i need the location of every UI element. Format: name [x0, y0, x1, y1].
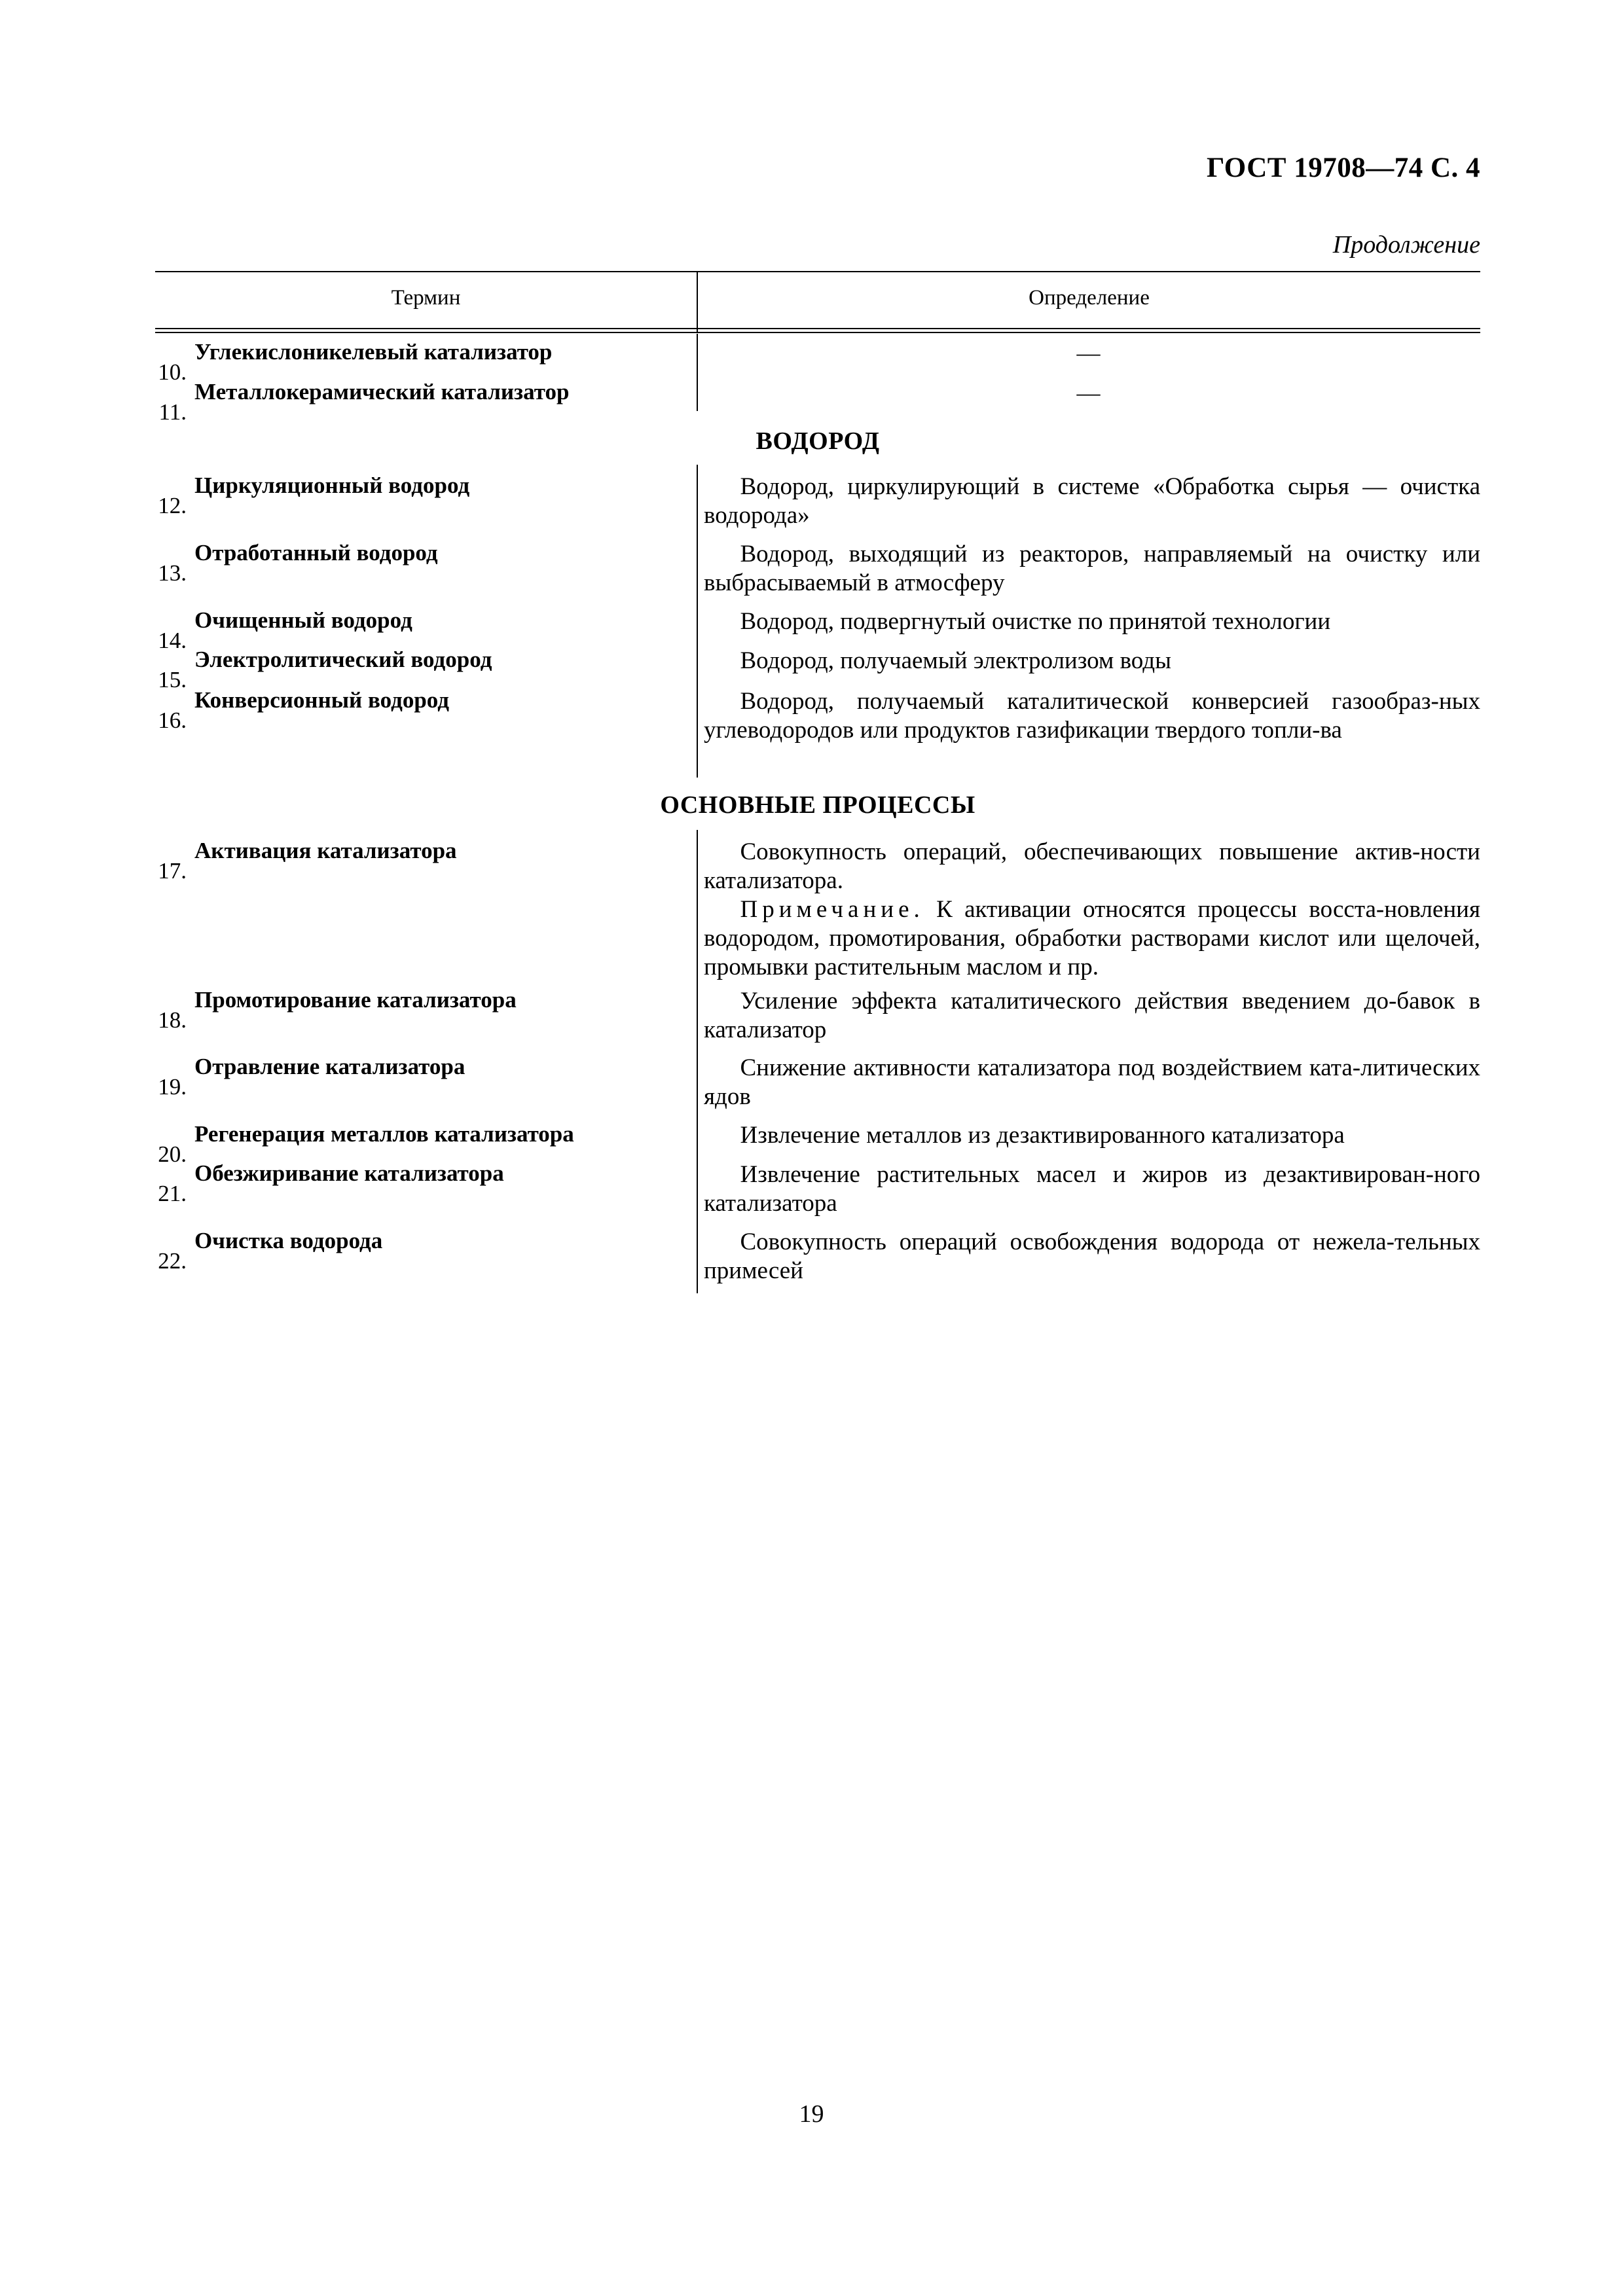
term-text: Электролитический водород [194, 647, 492, 672]
definition-text: Извлечение растительных масел и жиров из дезактивирован-ного катализатора [704, 1161, 1480, 1217]
term-text: Металлокерамический катализатор [194, 379, 570, 404]
definition-text: Снижение активности катализатора под воздействием ката-литических ядов [704, 1054, 1480, 1110]
definition-text: Водород, получаемый каталитической конверсией газообраз-ных углеводородов или продуктов газификации твердого топли-ва [704, 688, 1480, 744]
term-number: 19. [158, 1074, 187, 1100]
definition-text: Водород, получаемый электролизом воды [740, 647, 1171, 674]
definition-cell [704, 607, 1480, 636]
definition-text: Извлечение металлов из дезактивированного катализатора [740, 1122, 1345, 1149]
term-text: Активация катализатора [194, 838, 457, 863]
term-text: Очистка водорода [194, 1228, 383, 1253]
definition-text: Водород, циркулирующий в системе «Обработка сырья — очистка водорода» [704, 473, 1480, 529]
term-cell [158, 647, 492, 692]
term-cell [158, 540, 438, 586]
section-title-hydrogen: ВОДОРОД [756, 427, 880, 455]
term-text: Очищенный водород [194, 607, 412, 633]
term-text: Отработанный водород [194, 540, 438, 565]
column-divider-2 [697, 465, 698, 778]
term-cell [158, 687, 449, 733]
continuation-label: Продолжение [1332, 231, 1480, 259]
table-top-rule [155, 271, 1480, 272]
column-header-term: Термин [391, 286, 461, 310]
term-cell [158, 1160, 504, 1206]
note-label: Примечание. [740, 896, 924, 923]
term-cell [158, 1228, 383, 1274]
definition-text: Совокупность операций, обеспечивающих повышение актив-ности катализатора. [704, 838, 1480, 894]
term-cell [158, 1121, 574, 1167]
definition-cell [704, 647, 1480, 675]
term-number: 12. [158, 493, 187, 518]
column-divider-3 [697, 830, 698, 1293]
table-header-rule-2 [155, 332, 1480, 333]
term-text: Регенерация металлов катализатора [194, 1121, 574, 1147]
term-number: 16. [158, 708, 187, 733]
term-number: 10. [158, 359, 187, 385]
definition-cell [704, 473, 1480, 530]
term-number: 20. [158, 1141, 187, 1167]
definition-cell [704, 838, 1480, 982]
definition-cell [704, 1160, 1480, 1218]
term-number: 13. [158, 560, 187, 586]
term-text: Отравление катализатора [194, 1054, 465, 1079]
term-cell [158, 1054, 465, 1100]
definition-text: Водород, подвергнутый очистке по принятой технологии [740, 608, 1331, 635]
note-text: К активации относятся процессы восста-новления водородом, промотирования, обработки растворами кислот или щелочей, промывки растительным маслом и пр. [704, 896, 1481, 980]
definition-dash: — [1076, 340, 1101, 366]
term-number: 21. [158, 1181, 187, 1206]
definition-text: Водород, выходящий из реакторов, направляемый на очистку или выбрасываемый в атмосферу [704, 541, 1480, 596]
term-number: 17. [158, 858, 187, 884]
term-text: Конверсионный водород [194, 687, 449, 713]
definition-cell [704, 1228, 1480, 1285]
table-header-rule [155, 328, 1480, 329]
term-number: 22. [158, 1248, 187, 1274]
definition-text: Совокупность операций освобождения водорода от нежела-тельных примесей [704, 1229, 1480, 1284]
definition-cell [704, 540, 1480, 598]
section-title-processes: ОСНОВНЫЕ ПРОЦЕССЫ [660, 791, 976, 819]
term-text: Промотирование катализатора [194, 987, 517, 1013]
definition-note [704, 895, 1480, 982]
term-number: 11. [158, 399, 187, 425]
term-number: 18. [158, 1007, 187, 1033]
document-header: ГОСТ 19708—74 С. 4 [1206, 152, 1480, 183]
definition-cell [704, 687, 1480, 745]
term-text: Углекислоникелевый катализатор [194, 339, 553, 365]
term-cell [158, 473, 470, 518]
term-text: Обезжиривание катализатора [194, 1160, 504, 1186]
definition-cell [704, 1121, 1480, 1150]
term-cell [158, 339, 553, 385]
term-cell [158, 379, 570, 425]
term-number: 14. [158, 628, 187, 653]
page-number: 19 [799, 2100, 824, 2128]
term-cell [158, 987, 517, 1033]
definition-cell [704, 1054, 1480, 1111]
term-cell [158, 838, 457, 884]
definition-text: Усиление эффекта каталитического действия введением до-бавок в катализатор [704, 988, 1480, 1043]
definition-dash: — [1076, 380, 1101, 406]
definition-cell [704, 987, 1480, 1045]
column-header-definition: Определение [1029, 286, 1150, 310]
term-text: Циркуляционный водород [194, 473, 470, 498]
term-number: 15. [158, 667, 187, 692]
term-cell [158, 607, 412, 653]
